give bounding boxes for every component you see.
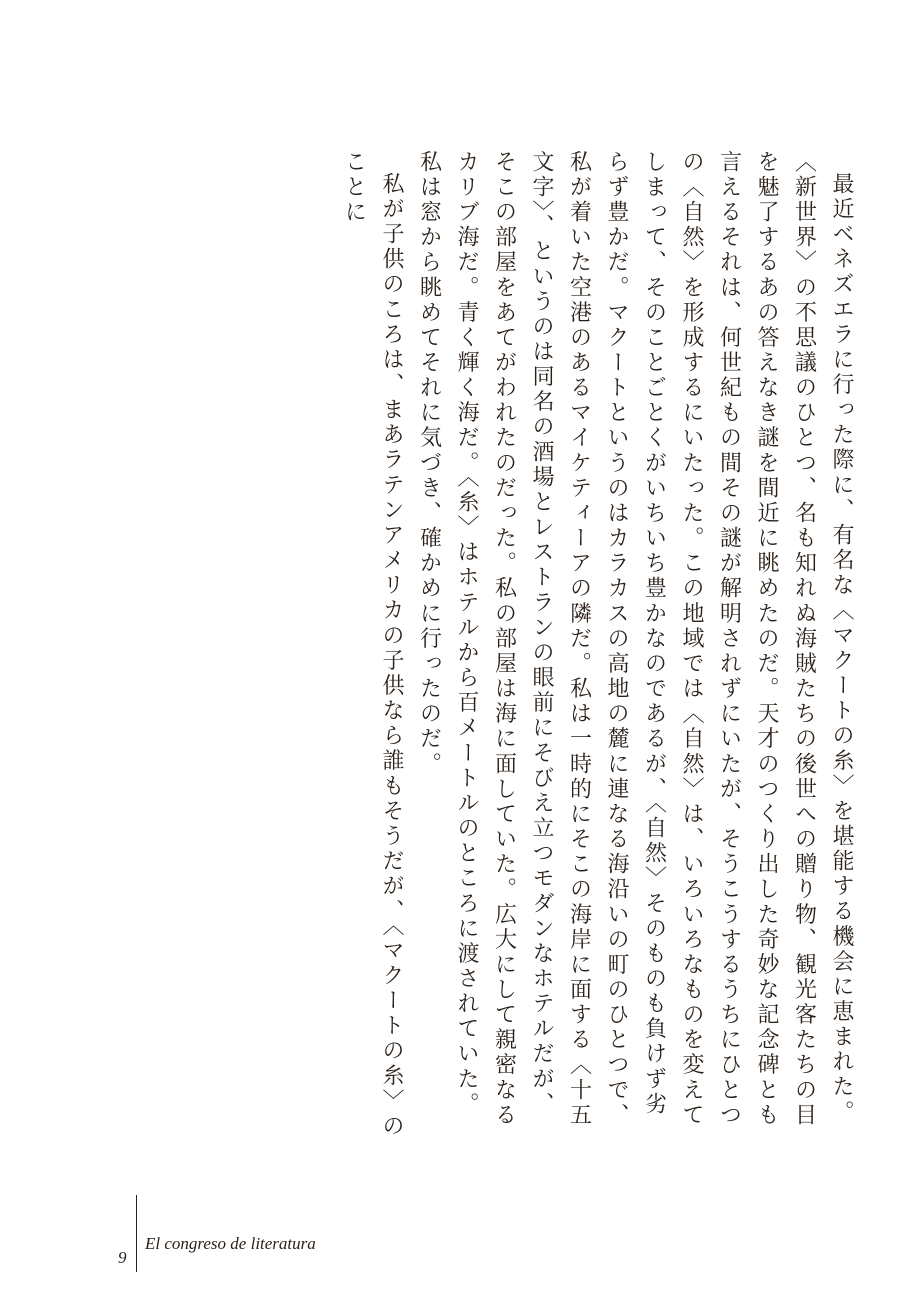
paragraph-2: 私が子供のころは、まあラテンアメリカの子供なら誰もそうだが、〈マクートの糸〉のことに bbox=[341, 150, 404, 1140]
running-title: El congreso de literatura bbox=[145, 1234, 316, 1253]
footer-divider bbox=[136, 1195, 137, 1272]
body-text bbox=[100, 150, 860, 1140]
page-number: 9 bbox=[118, 1248, 127, 1267]
paragraph-1: 最近ベネズエラに行った際に、有名な〈マクートの糸〉を堪能する機会に恵まれた。〈新世界〉の不思議のひとつ、名も知れぬ海賊たちの後世への贈り物、観光客たちの目を魅了するあの答えなき謎を間近に眺めたのだ。天才のつくり出した奇妙な記念碑とも言えるそれは、何世紀もの間その謎が解明されずにいたが、そうこうするうちにひとつの〈自然〉を形成するにいたった。この地域では〈自然〉は、いろいろなものを変えてしまって、そのことごとくがいちいち豊かなのであるが、〈自然〉そのものも負けず劣らず豊かだ。マクートというのはカラカスの高地の麓に連なる海沿いの町のひとつで、私が着いた空港のあるマイケティーアの隣だ。私は一時的にそこの海岸に面する〈十五文字〉、というのは同名の酒場とレストランの眼前にそびえ立つモダンなホテルだが、そこの部屋をあてがわれたのだった。私の部屋は海に面していた。広大にして親密なるカリブ海だ。青く輝く海だ。〈糸〉はホテルから百メートルのところに渡されていた。私は窓から眺めてそれに気づき、確かめに行ったのだ。 bbox=[416, 150, 854, 1129]
